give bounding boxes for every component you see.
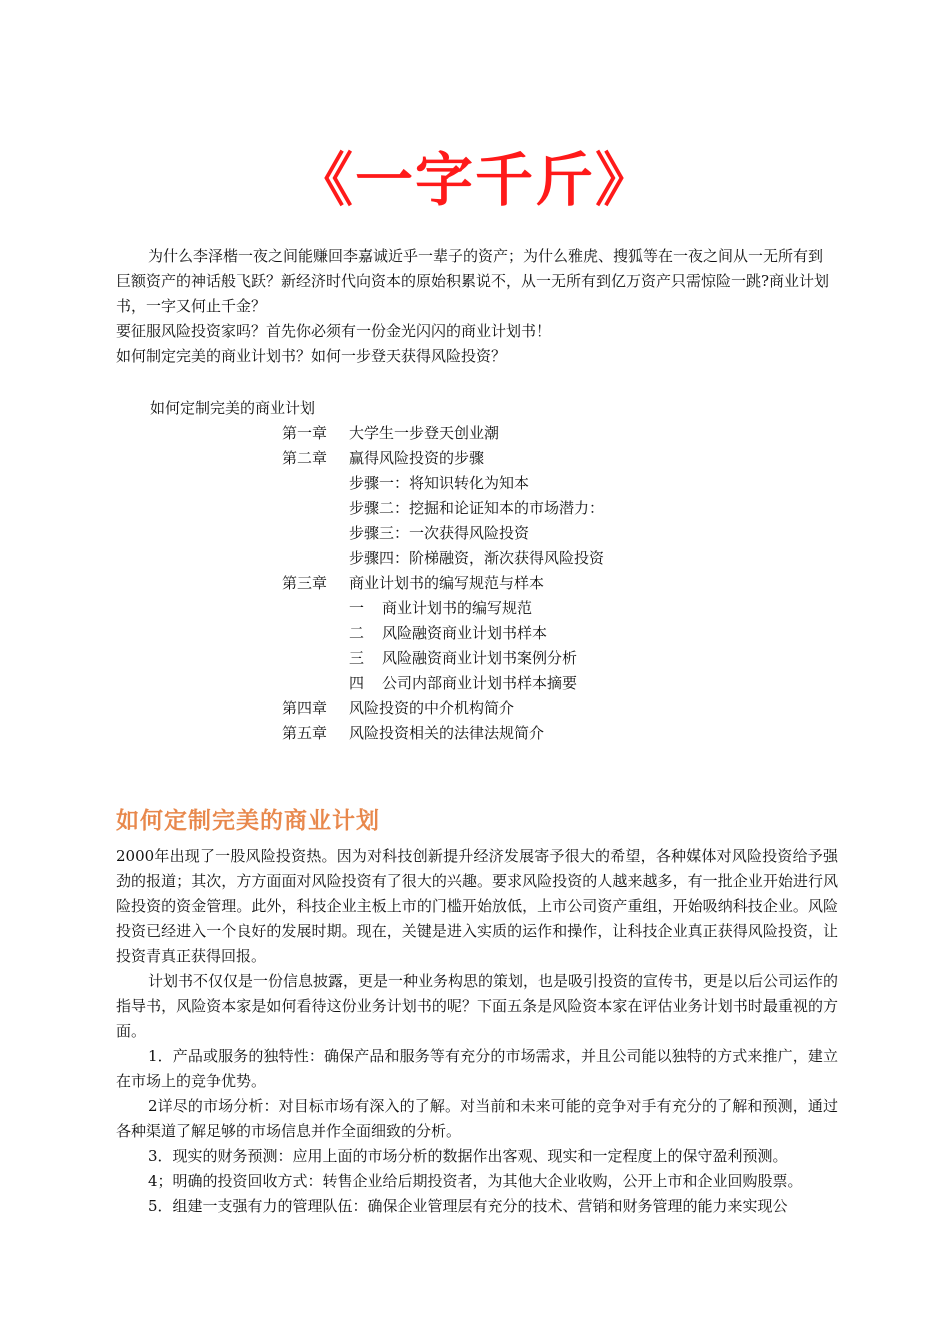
document-title: 《一字千斤》 [294, 146, 655, 214]
section-number: 一 [349, 599, 365, 617]
toc-step [282, 546, 782, 571]
chapter-number: 第一章 [282, 424, 328, 442]
section-title-item: 公司内部商业计划书样本摘要 [382, 674, 578, 692]
chapter-title: 赢得风险投资的步骤 [349, 449, 485, 467]
body-paragraph: 2000年出现了一股风险投资热。因为对科技创新提升经济发展寄予很大的希望，各种媒体对风险投资给予强劲的报道；其次，方方面面对风险投资有了很大的兴趣。要求风险投资的人越来越多，有一批企业开始进行风险投资的资金管理。此外，科技企业主板上市的门槛开始放低，上市公司资产重组，开始吸纳科技企业。风险投资已经进入一个良好的发展时期。现在，关键是进入实质的运作和操作，让科技企业真正获得风险投资，让投资青真正获得回报。 [116, 847, 838, 965]
intro-line: 要征服风险投资家吗？首先你必须有一份金光闪闪的商业计划书！ [116, 322, 552, 340]
list-item: 1．产品或服务的独特性：确保产品和服务等有充分的市场需求，并且公司能以独特的方式来推广，建立在市场上的竞争优势。 [116, 1047, 838, 1090]
chapter-title: 风险投资相关的法律法规简介 [349, 724, 545, 742]
chapter-title: 大学生一步登天创业潮 [349, 424, 500, 442]
section-number: 四 [349, 674, 365, 692]
toc-chapter [282, 696, 782, 721]
body-text [116, 844, 838, 1219]
section-heading: 如何定制完美的商业计划 [116, 807, 380, 834]
toc-section [282, 671, 782, 696]
chapter-number: 第三章 [282, 574, 328, 592]
intro-block [116, 244, 836, 369]
toc-section [282, 596, 782, 621]
chapter-title: 商业计划书的编写规范与样本 [349, 574, 545, 592]
chapter-title: 风险投资的中介机构简介 [349, 699, 515, 717]
table-of-contents [282, 421, 782, 746]
section-title-item: 风险融资商业计划书样本 [382, 624, 548, 642]
step-title: 步骤二：挖掘和论证知本的市场潜力： [349, 499, 605, 517]
section-number: 三 [349, 649, 365, 667]
section-title-item: 商业计划书的编写规范 [382, 599, 533, 617]
body-paragraph: 计划书不仅仅是一份信息披露，更是一种业务构思的策划，也是吸引投资的宣传书，更是以后公司运作的指导书，风险资本家是如何看待这份业务计划书的呢？下面五条是风险资本家在评估业务计划书时最重视的方面。 [116, 972, 839, 1040]
list-item: 3．现实的财务预测：应用上面的市场分析的数据作出客观、现实和一定程度上的保守盈利预测。 [148, 1147, 788, 1165]
step-title: 步骤一：将知识转化为知本 [349, 474, 530, 492]
toc-heading: 如何定制完美的商业计划 [150, 399, 316, 417]
toc-chapter [282, 421, 782, 446]
toc-chapter [282, 571, 782, 596]
toc-step [282, 521, 782, 546]
list-item: 5．组建一支强有力的管理队伍：确保企业管理层有充分的技术、营销和财务管理的能力来实现公 [148, 1197, 788, 1215]
list-item: 4；明确的投资回收方式：转售企业给后期投资者，为其他大企业收购，公开上市和企业回购股票。 [148, 1172, 803, 1190]
chapter-number: 第五章 [282, 724, 328, 742]
toc-section [282, 646, 782, 671]
intro-line: 如何制定完美的商业计划书？如何一步登天获得风险投资？ [116, 347, 507, 365]
section-number: 二 [349, 624, 365, 642]
step-title: 步骤三：一次获得风险投资 [349, 524, 530, 542]
toc-step [282, 471, 782, 496]
chapter-number: 第二章 [282, 449, 328, 467]
toc-section [282, 621, 782, 646]
toc-step [282, 496, 782, 521]
toc-chapter [282, 721, 782, 746]
section-title-item: 风险融资商业计划书案例分析 [382, 649, 578, 667]
intro-paragraph: 为什么李泽楷一夜之间能赚回李嘉诚近乎一辈子的资产；为什么雅虎、搜狐等在一夜之间从一无所有到巨额资产的神话般飞跃？新经济时代向资本的原始积累说不，从一无所有到亿万资产只需惊险一跳?商业计划书，一字又何止千金？ [116, 247, 830, 315]
step-title: 步骤四：阶梯融资，渐次获得风险投资 [349, 549, 605, 567]
toc-chapter [282, 446, 782, 471]
chapter-number: 第四章 [282, 699, 328, 717]
list-item: 2详尽的市场分析：对目标市场有深入的了解。对当前和未来可能的竞争对手有充分的了解和预测，通过各种渠道了解足够的市场信息并作全面细致的分析。 [116, 1097, 838, 1140]
